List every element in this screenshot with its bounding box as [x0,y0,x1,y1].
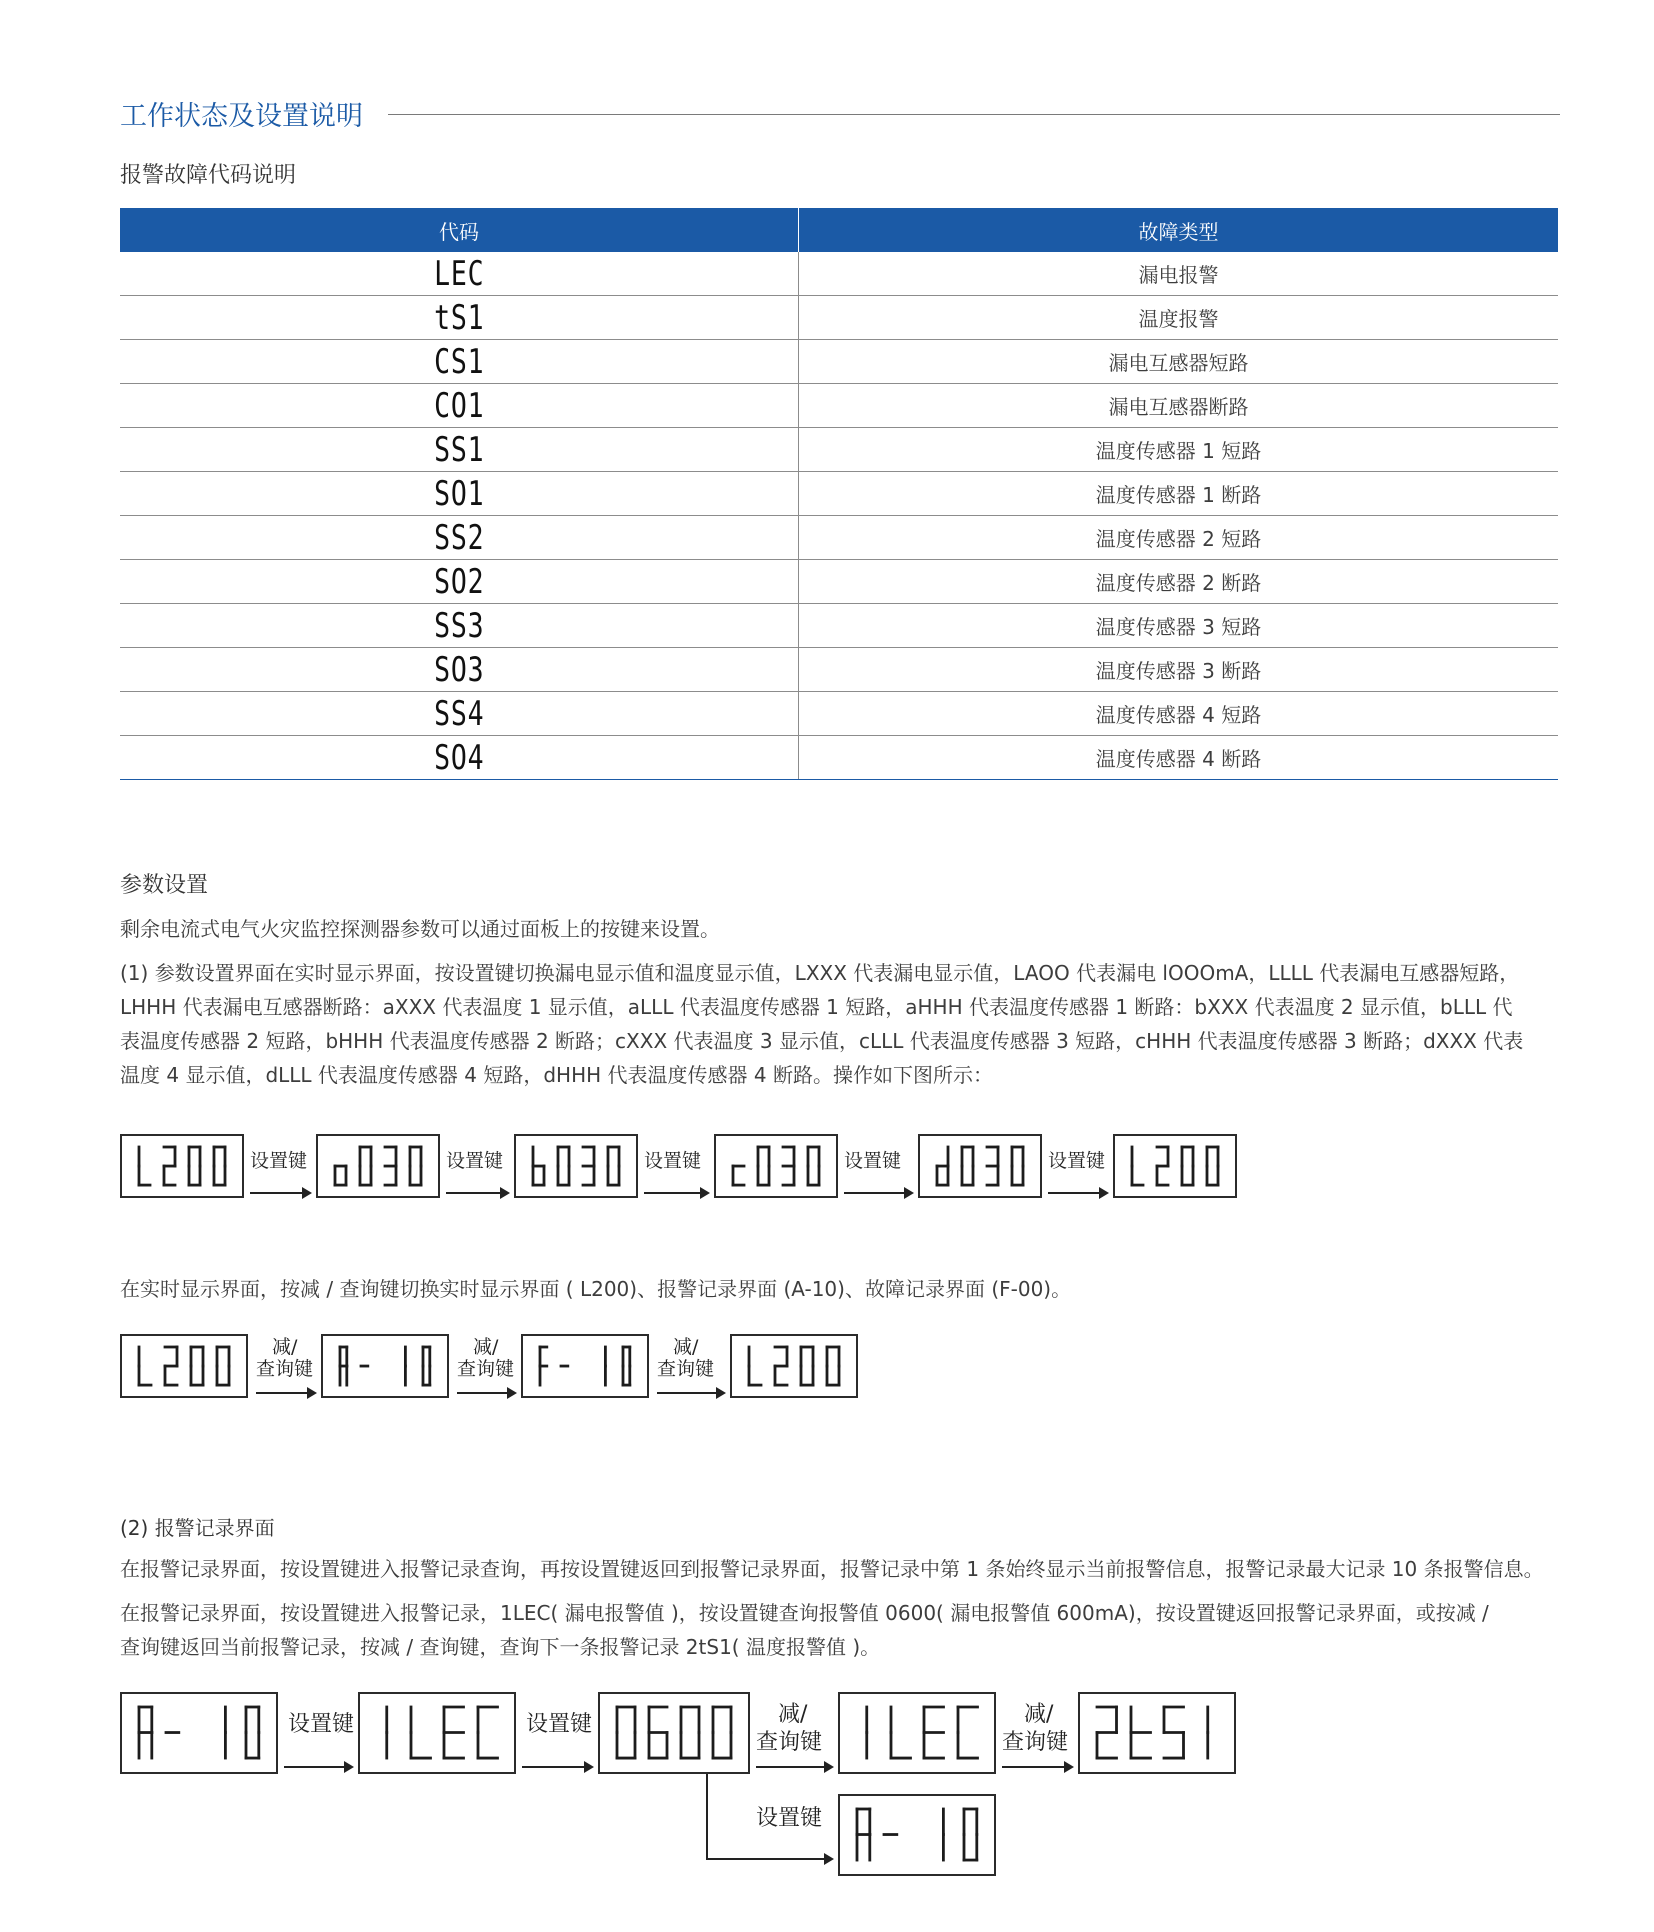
branch-line [706,1774,708,1860]
fault-type-cell: 温度传感器 2 断路 [799,560,1559,604]
lcd-digits [1128,1143,1222,1189]
lcd-digit [187,1343,207,1389]
fault-code: SS4 [433,693,485,734]
lcd-display [321,1334,449,1398]
lcd-digit [823,1343,843,1389]
table-row [120,340,1558,384]
lcd-display [714,1134,838,1198]
lcd-digit [779,1143,798,1189]
lcd-display [918,1134,1042,1198]
lcd-digits [745,1343,843,1389]
lcd-digit [1194,1703,1222,1762]
fault-type-cell: 温度传感器 2 短路 [799,516,1559,560]
fault-code-cell [120,384,799,428]
arrow-label: 查询键 [256,1358,314,1380]
lcd-display [358,1692,516,1774]
lcd-digits [336,1343,434,1389]
params-paragraph-2: 在实时显示界面，按减 / 查询键切换实时显示界面 ( L200)、报警记录界面 (A-10)、故障记录界面 (F-00)。 [120,1277,1072,1301]
lcd-digits [853,1805,981,1864]
lcd-digits [536,1343,634,1389]
table-header-row [120,208,1558,252]
lcd-digit [754,1143,773,1189]
lcd-digit [907,1805,928,1864]
lcd-digit [1178,1143,1197,1189]
arrow-label: 设置键 [756,1806,823,1831]
lcd-display [1113,1134,1237,1198]
table-row [120,692,1558,736]
lcd-digits [331,1143,425,1189]
fault-type-cell: 漏电互感器短路 [799,340,1559,384]
arrow-label: 查询键 [457,1358,515,1380]
flow-arrow [522,1766,592,1768]
table-row [120,472,1558,516]
fault-code: SS3 [433,605,485,646]
lcd-digit [162,1703,183,1762]
lcd-digit [210,1143,229,1189]
lcd-digit [983,1143,1002,1189]
alarm-record-line-1: 在报警记录界面，按设置键进入报警记录查询，再按设置键返回到报警记录界面，报警记录中第 1 条始终显示当前报警信息，报警记录最大记录 10 条报警信息。 [120,1557,1544,1581]
arrow-label: 设置键 [526,1712,593,1737]
lcd-display [598,1692,750,1774]
fault-code-cell [120,340,799,384]
arrow-label: 设置键 [1048,1150,1106,1172]
lcd-digit [645,1703,671,1762]
arrow-label: 设置键 [446,1150,504,1172]
lcd-display [521,1334,649,1398]
arrow-label: 查询键 [657,1358,715,1380]
flow-arrow [250,1192,310,1194]
fault-code: CO1 [433,385,485,426]
lcd-digit [440,1703,468,1762]
lcd-digit [336,1343,351,1389]
lcd-digit [381,1143,400,1189]
lcd-digit [804,1143,823,1189]
lcd-digit [579,1143,598,1189]
column-header-code: 代码 [120,208,799,252]
arrow-label: 查询键 [1002,1730,1069,1755]
fault-code-cell [120,428,799,472]
lcd-digit [797,1343,817,1389]
lcd-digit [536,1343,551,1389]
lcd-digit [185,1143,204,1189]
fault-type-cell: 温度传感器 4 断路 [799,736,1559,780]
table-row [120,604,1558,648]
lcd-digit [1127,1703,1155,1762]
flow-arrow [844,1192,912,1194]
table-row [120,384,1558,428]
lcd-digit [880,1805,901,1864]
lcd-digit [529,1143,548,1189]
arrow-label: 减/ [272,1336,298,1358]
params-paragraph-1 [120,956,1523,1092]
lcd-digits [373,1703,501,1762]
lcd-digit [853,1703,881,1762]
lcd-digit [160,1143,179,1189]
fault-type-cell: 温度传感器 3 短路 [799,604,1559,648]
fault-code: SO4 [433,737,485,778]
flow-arrow [1048,1192,1107,1194]
lcd-digit [920,1703,948,1762]
lcd-digit [161,1343,181,1389]
lcd-digit [419,1343,434,1389]
lcd-digit [578,1343,593,1389]
fault-type-cell: 温度报警 [799,296,1559,340]
fault-type-cell: 温度传感器 1 短路 [799,428,1559,472]
fault-type-cell: 温度传感器 3 断路 [799,648,1559,692]
text-line: 温度 4 显示值，dLLL 代表温度传感器 4 短路，dHHH 代表温度传感器 4 断路。操作如下图所示： [120,1063,993,1087]
lcd-display [1078,1692,1236,1774]
lcd-digit [853,1805,874,1864]
fault-type-cell: 漏电互感器断路 [799,384,1559,428]
arrow-label: 设置键 [250,1150,308,1172]
lcd-digit [356,1143,375,1189]
fault-code-cell [120,604,799,648]
flow-arrow [644,1192,708,1194]
lcd-digit [745,1343,765,1389]
lcd-digit [554,1143,573,1189]
table-row [120,252,1558,296]
lcd-digit [357,1343,372,1389]
fault-code: CS1 [433,341,485,382]
text-line: (1) 参数设置界面在实时显示界面，按设置键切换漏电显示值和温度显示值，LXXX 代表漏电显示值，LAOO 代表漏电 lOOOmA，LLLL 代表漏电互感器短路， [120,961,1520,985]
column-header-fault-type: 故障类型 [799,208,1559,252]
flow-arrow [657,1392,724,1394]
lcd-digit [1008,1143,1027,1189]
lcd-digit [771,1343,791,1389]
arrow-label: 减/ [778,1702,808,1727]
lcd-digit [960,1805,981,1864]
lcd-digits [135,1343,233,1389]
fault-type-cell: 温度传感器 1 断路 [799,472,1559,516]
lcd-digit [213,1343,233,1389]
section-title: 工作状态及设置说明 [120,101,363,132]
lcd-digit [135,1343,155,1389]
lcd-digit [407,1703,435,1762]
lcd-digit [378,1343,393,1389]
lcd-digits [729,1143,823,1189]
lcd-digit [604,1143,623,1189]
fault-code: tS1 [433,297,485,338]
arrow-label: 减/ [1024,1702,1054,1727]
lcd-digit [958,1143,977,1189]
lcd-digit [1153,1143,1172,1189]
params-heading: 参数设置 [120,873,209,898]
fault-code: LEC [433,253,485,294]
fault-code-cell [120,692,799,736]
lcd-digits [613,1703,735,1762]
lcd-digit [1160,1703,1188,1762]
lcd-display [838,1692,996,1774]
lcd-digit [598,1343,613,1389]
lcd-digit [709,1703,735,1762]
lcd-digit [331,1143,350,1189]
flow-arrow [256,1392,315,1394]
arrow-label: 设置键 [644,1150,702,1172]
lcd-digit [406,1143,425,1189]
fault-code-table [120,208,1558,780]
lcd-digit [887,1703,915,1762]
lcd-digit [933,1805,954,1864]
lcd-digit [398,1343,413,1389]
lcd-digits [853,1703,981,1762]
fault-code-cell [120,560,799,604]
lcd-digit [729,1143,748,1189]
fault-code-cell [120,736,799,780]
table-row [120,560,1558,604]
flow-arrow [706,1858,832,1860]
fault-code-cell [120,472,799,516]
lcd-digit [1203,1143,1222,1189]
table-row [120,428,1558,472]
lcd-digit [242,1703,263,1762]
table-row [120,648,1558,692]
fault-type-cell: 温度传感器 4 短路 [799,692,1559,736]
lcd-digit [619,1343,634,1389]
lcd-display [316,1134,440,1198]
fault-type-cell: 漏电报警 [799,252,1559,296]
params-intro: 剩余电流式电气火灾监控探测器参数可以通过面板上的按键来设置。 [120,917,720,941]
lcd-display [120,1134,244,1198]
flow-arrow [1002,1766,1072,1768]
table-row [120,516,1558,560]
lcd-digit [373,1703,401,1762]
lcd-digit [189,1703,210,1762]
fault-code: SO2 [433,561,485,602]
fault-code: SO1 [433,473,485,514]
lcd-digits [1093,1703,1221,1762]
lcd-digit [1093,1703,1121,1762]
lcd-digit [135,1143,154,1189]
lcd-digit [677,1703,703,1762]
flow-arrow [446,1192,508,1194]
fault-code: SS1 [433,429,485,470]
lcd-digit [933,1143,952,1189]
arrow-label: 设置键 [844,1150,902,1172]
fault-code-cell [120,296,799,340]
lcd-display [730,1334,858,1398]
fault-code-cell [120,252,799,296]
arrow-label: 减/ [473,1336,499,1358]
lcd-digits [529,1143,623,1189]
fault-code: SO3 [433,649,485,690]
flow-arrow [457,1392,515,1394]
lcd-digit [954,1703,982,1762]
arrow-label: 查询键 [756,1730,823,1755]
lcd-digit [135,1703,156,1762]
lcd-digit [1128,1143,1147,1189]
fault-table-heading: 报警故障代码说明 [120,163,297,188]
alarm-record-line-3: 查询键返回当前报警记录，按减 / 查询键，查询下一条报警记录 2tS1( 温度报警值 )。 [120,1635,881,1659]
text-line: LHHH 代表漏电互感器断路：aXXX 代表温度 1 显示值，aLLL 代表温度传感器 1 短路，aHHH 代表温度传感器 1 断路：bXXX 代表温度 2 显示值，bLLL 代 [120,995,1513,1019]
lcd-display [120,1692,278,1774]
lcd-display [514,1134,638,1198]
flow-arrow [756,1766,832,1768]
lcd-display [120,1334,248,1398]
text-line: 表温度传感器 2 短路，bHHH 代表温度传感器 2 断路；cXXX 代表温度 3 显示值，cLLL 代表温度传感器 3 短路，cHHH 代表温度传感器 3 断路；dXXX 代表 [120,1029,1524,1053]
arrow-label: 减/ [673,1336,699,1358]
lcd-digits [135,1703,263,1762]
section-divider [388,114,1560,115]
fault-code-cell [120,648,799,692]
lcd-digit [215,1703,236,1762]
lcd-digit [474,1703,502,1762]
lcd-display [838,1794,996,1876]
flow-arrow [284,1766,352,1768]
alarm-record-line-2: 在报警记录界面，按设置键进入报警记录，1LEC( 漏电报警值 )，按设置键查询报警值 0600( 漏电报警值 600mA)，按设置键返回报警记录界面，或按减 / [120,1601,1489,1625]
fault-code-cell [120,516,799,560]
arrow-label: 设置键 [288,1712,355,1737]
lcd-digits [933,1143,1027,1189]
alarm-record-heading: (2) 报警记录界面 [120,1516,275,1540]
lcd-digit [613,1703,639,1762]
lcd-digit [557,1343,572,1389]
lcd-digits [135,1143,229,1189]
table-row [120,296,1558,340]
fault-code: SS2 [433,517,485,558]
table-row [120,736,1558,780]
